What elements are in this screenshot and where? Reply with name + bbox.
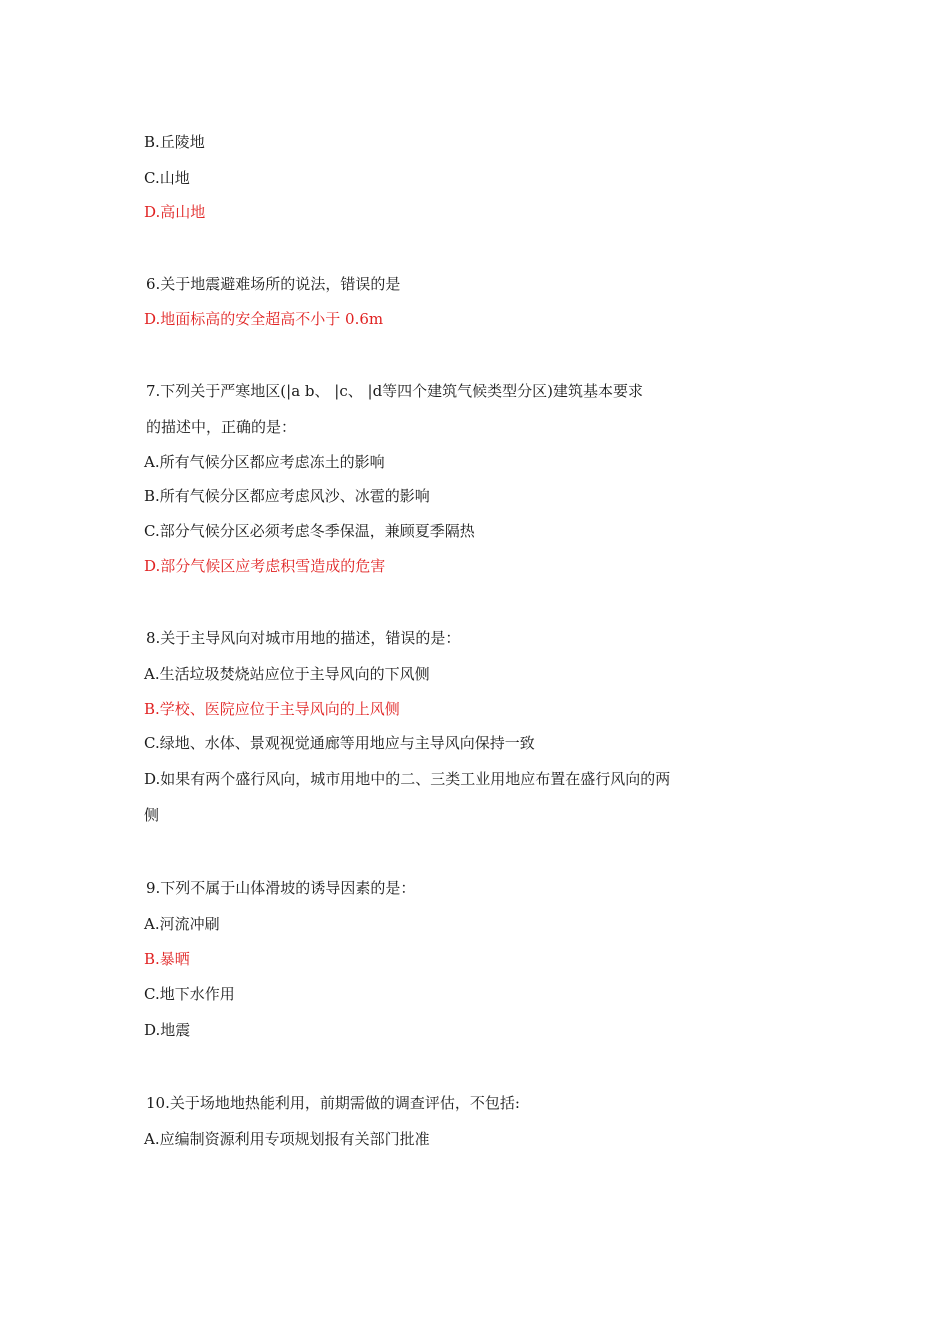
q7-option-c: C.部分气候分区必须考虑冬季保温，兼顾夏季隔热	[144, 522, 475, 540]
q9-question: 9.下列不属于山体滑坡的诱导因素的是：	[146, 879, 416, 897]
q9-option-a: A.河流冲刷	[144, 915, 220, 933]
q7-question-line1: 7.下列关于严寒地区(|a b、 |c、 |d等四个建筑气候类型分区)建筑基本要求	[146, 382, 644, 400]
q5-option-d-answer: D.高山地	[144, 203, 206, 221]
q10-question: 10.关于场地地热能利用，前期需做的调查评估，不包括:	[146, 1094, 520, 1112]
q6-question: 6.关于地震避难场所的说法，错误的是	[146, 275, 401, 293]
q8-option-c: C.绿地、水体、景观视觉通廊等用地应与主导风向保持一致	[144, 734, 535, 752]
q7-option-a: A.所有气候分区都应考虑冻土的影响	[144, 453, 385, 471]
q8-option-d-line2: 侧	[144, 806, 160, 824]
q8-question: 8.关于主导风向对城市用地的描述，错误的是：	[146, 629, 461, 647]
q7-option-d-answer: D.部分气候区应考虑积雪造成的危害	[144, 557, 386, 575]
q10-option-a: A.应编制资源利用专项规划报有关部门批准	[144, 1130, 430, 1148]
q8-option-b-answer: B.学校、医院应位于主导风向的上风侧	[144, 700, 400, 718]
q5-option-c: C.山地	[144, 169, 190, 187]
q5-option-b: B.丘陵地	[144, 133, 205, 151]
q7-option-b: B.所有气候分区都应考虑风沙、冰雹的影响	[144, 487, 430, 505]
q6-option-d-answer: D.地面标高的安全超高不小于 0.6m	[144, 310, 384, 328]
q8-option-a: A.生活垃圾焚烧站应位于主导风向的下风侧	[144, 665, 430, 683]
q9-option-d: D.地震	[144, 1021, 191, 1039]
q7-question-line2: 的描述中，正确的是：	[146, 418, 297, 436]
q9-option-c: C.地下水作用	[144, 985, 235, 1003]
q9-option-b-answer: B.暴晒	[144, 950, 190, 968]
q8-option-d-line1: D.如果有两个盛行风向，城市用地中的二、三类工业用地应布置在盛行风向的两	[144, 770, 671, 788]
